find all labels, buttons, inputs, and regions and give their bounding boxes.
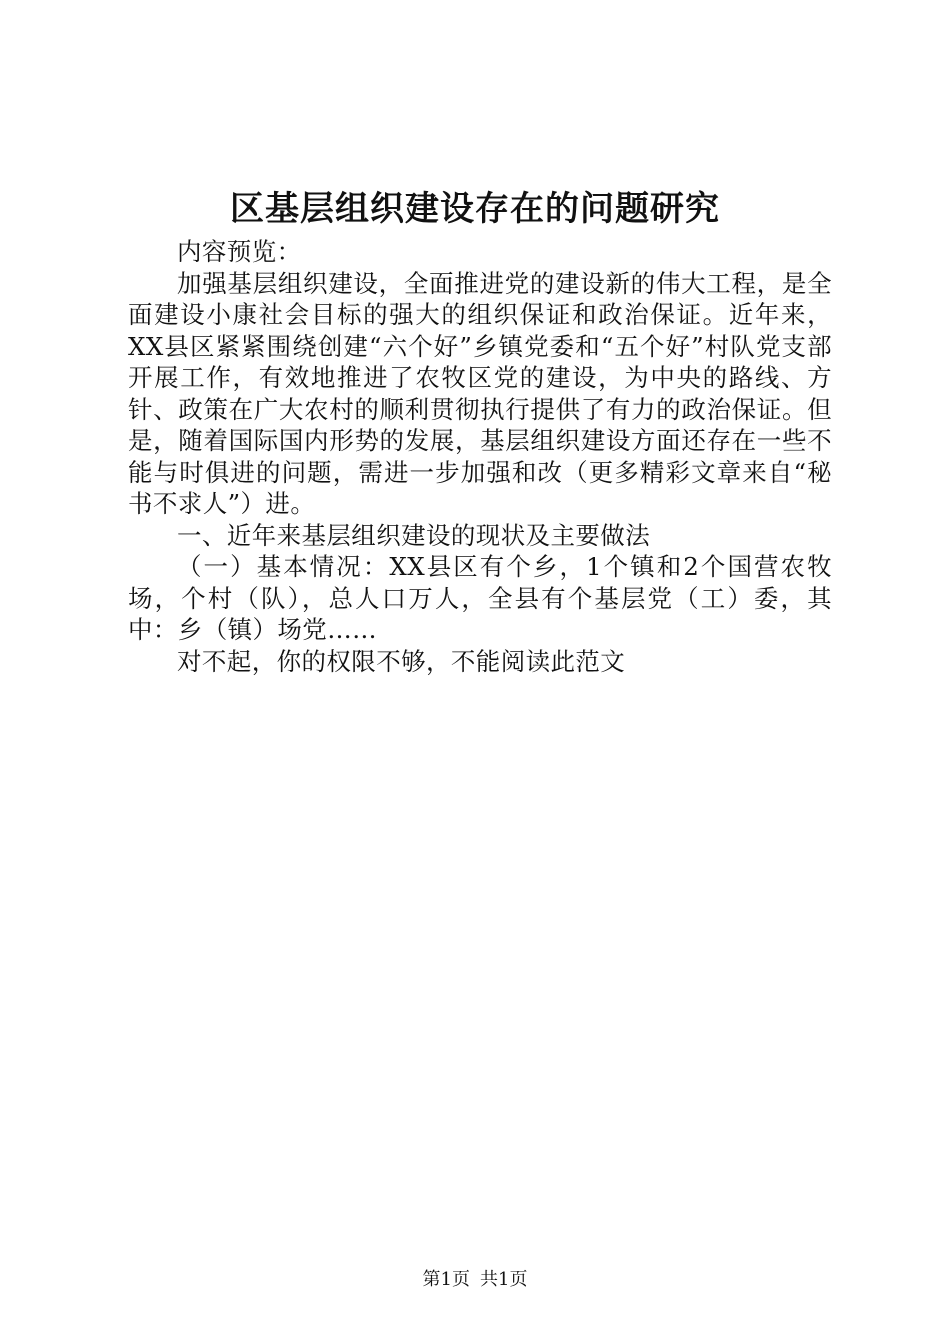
page-number-total: 共1页 (480, 1269, 528, 1290)
preview-label: 内容预览： (177, 237, 302, 266)
document-title: 区基层组织建设存在的问题研究 (230, 189, 720, 229)
access-denied-notice: 对不起，你的权限不够，不能阅读此范文 (177, 646, 626, 676)
basic-situation-paragraph: （一）基本情况：XX县区有个乡，1个镇和2个国营农牧场，个村（队），总人口万人，全县有个基层党（工）委，其中：乡（镇）场党…… (128, 552, 832, 644)
intro-paragraph: 加强基层组织建设，全面推进党的建设新的伟大工程，是全面建设小康社会目标的强大的组织保证和政治保证。近年来，XX县区紧紧围绕创建“六个好”乡镇党委和“五个好”村队党支部开展工作，有效地推进了农牧区党的建设，为中央的路线、方针、政策在广大农村的顺利贯彻执行提供了有力的政治保证。但是，随着国际国内形势的发展，基层组织建设方面还存在一些不能与时俱进的问题，需进一步加强和改（更多精彩文章来自“秘书不求人”）进。 (128, 268, 832, 518)
page-footer (0, 1268, 950, 1292)
page-number-current: 第1页 (422, 1269, 470, 1290)
section-heading: 一、近年来基层组织建设的现状及主要做法 (177, 520, 651, 550)
document-body (128, 236, 832, 677)
